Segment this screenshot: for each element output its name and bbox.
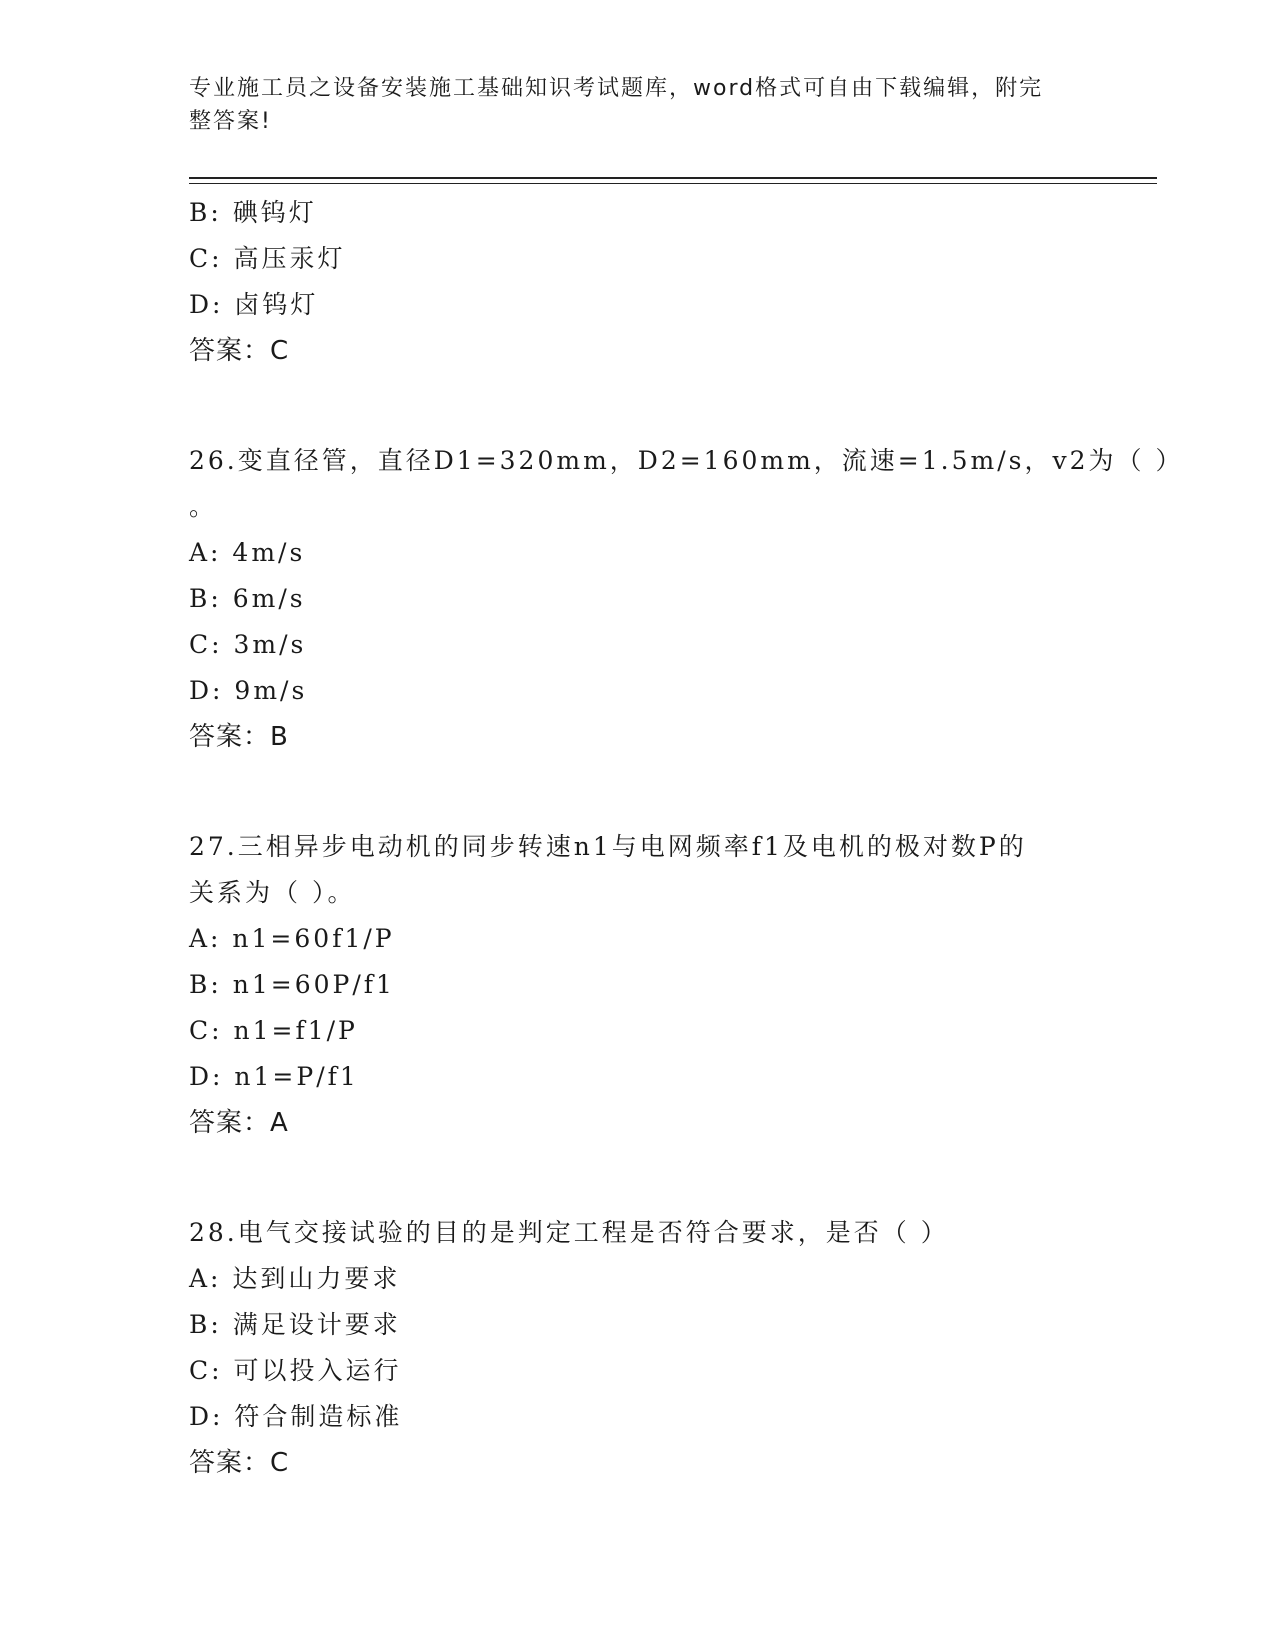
option-d: D: n1=P/f1 — [189, 1062, 359, 1091]
header-rule-thin — [189, 183, 1157, 184]
question-stem-cont: 关系为（ ）。 — [189, 878, 356, 907]
document-header — [189, 72, 1089, 138]
option-b: B: 碘钨灯 — [189, 198, 317, 227]
option-d: D: 符合制造标准 — [189, 1402, 403, 1431]
partial-question — [189, 190, 1089, 374]
question-28 — [189, 1210, 1089, 1486]
option-b: B: n1=60P/f1 — [189, 970, 395, 999]
header-rule-thick — [189, 177, 1157, 179]
option-a: A: 达到山力要求 — [189, 1264, 401, 1293]
option-c: C: n1=f1/P — [189, 1016, 358, 1045]
answer: 答案：C — [189, 336, 290, 366]
option-d: D: 9m/s — [189, 676, 308, 705]
question-26 — [189, 438, 1184, 760]
header-line-2: 整答案! — [189, 109, 272, 134]
question-stem: 26.变直径管，直径D1=320mm，D2=160mm，流速=1.5m/s，v2为（ ） — [189, 446, 1184, 475]
option-b: B: 6m/s — [189, 584, 306, 613]
header-line-1: 专业施工员之设备安装施工基础知识考试题库，word格式可自由下载编辑，附完 — [189, 76, 1044, 101]
option-c: C: 可以投入运行 — [189, 1356, 402, 1385]
question-27 — [189, 824, 1089, 1146]
option-a: A: 4m/s — [189, 538, 306, 567]
option-c: C: 高压汞灯 — [189, 244, 346, 273]
answer: 答案：A — [189, 1108, 289, 1138]
question-stem-cont: 。 — [189, 492, 218, 521]
answer: 答案：C — [189, 1448, 290, 1478]
option-c: C: 3m/s — [189, 630, 307, 659]
option-d: D: 卤钨灯 — [189, 290, 319, 319]
answer: 答案：B — [189, 722, 289, 752]
option-a: A: n1=60f1/P — [189, 924, 395, 953]
option-b: B: 满足设计要求 — [189, 1310, 401, 1339]
question-stem: 28.电气交接试验的目的是判定工程是否符合要求，是否（ ） — [189, 1218, 949, 1247]
question-stem: 27.三相异步电动机的同步转速n1与电网频率f1及电机的极对数P的 — [189, 832, 1027, 861]
question-list — [189, 190, 1184, 1486]
